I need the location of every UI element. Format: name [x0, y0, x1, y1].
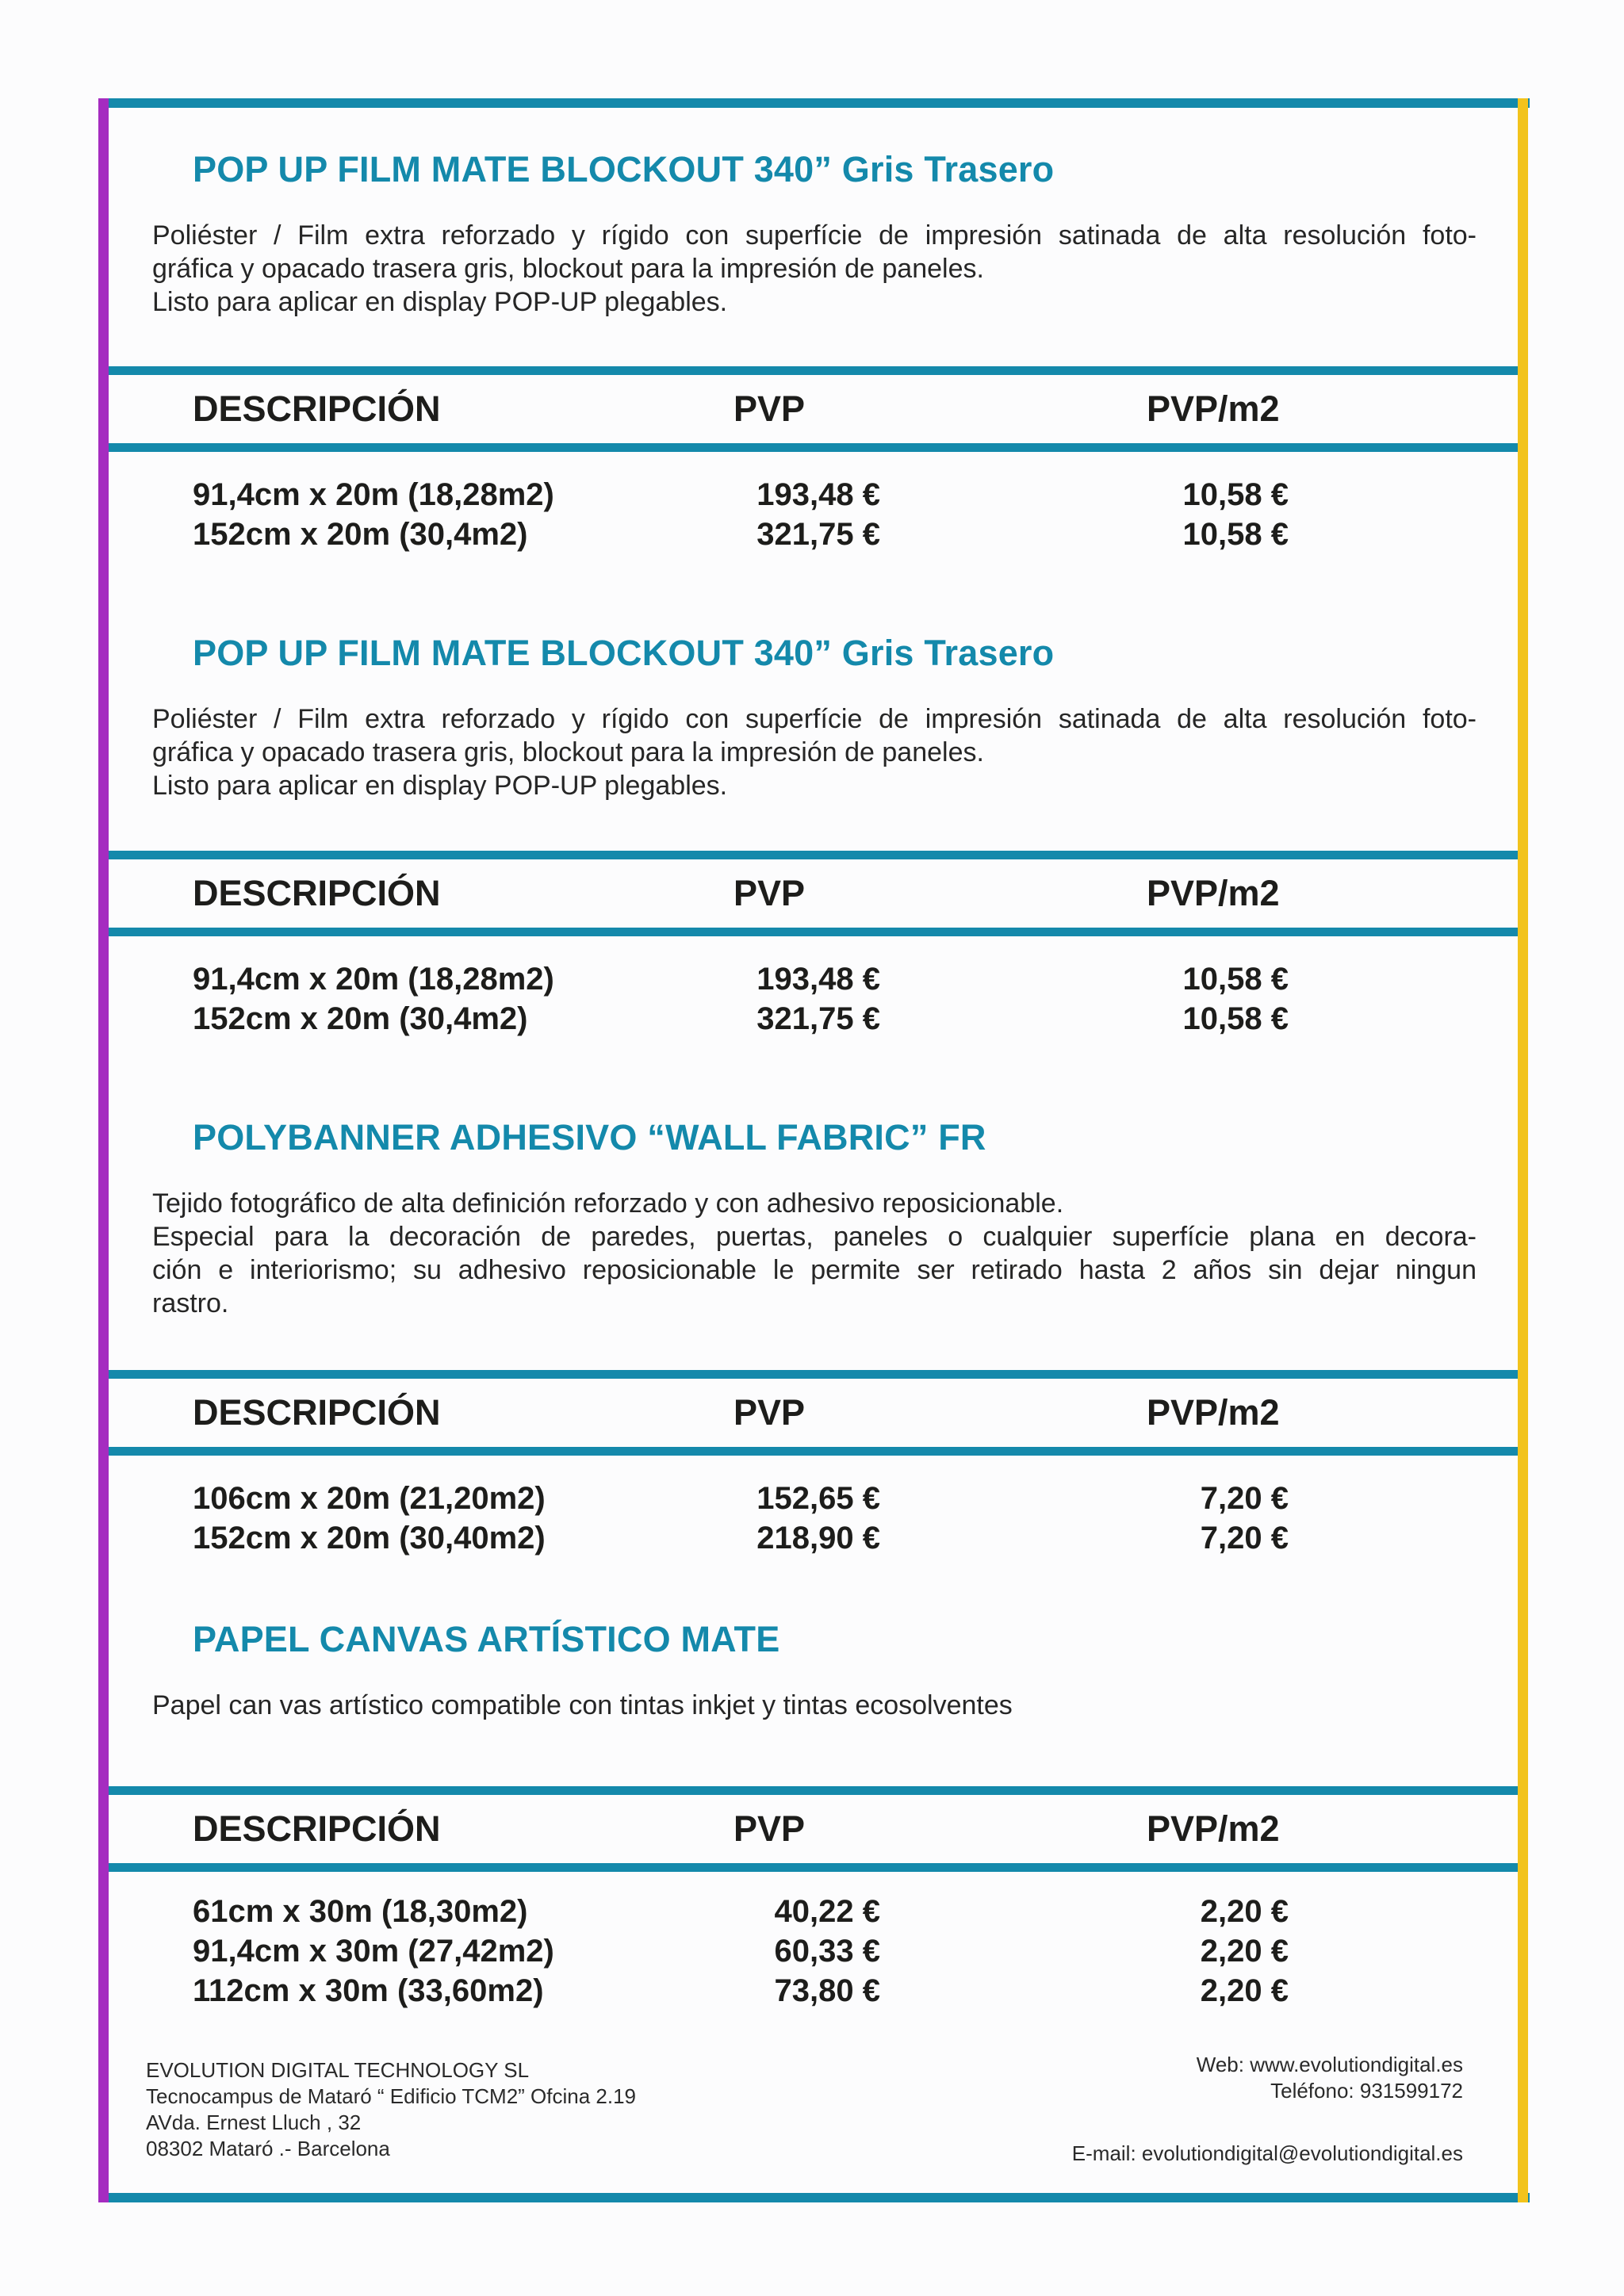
- product-description: [152, 702, 1477, 802]
- row-description: 91,4cm x 20m (18,28m2): [193, 962, 554, 997]
- header-price-per-m2: PVP/m2: [1147, 388, 1280, 429]
- table-row: [0, 1934, 1624, 1973]
- header-description: DESCRIPCIÓN: [193, 873, 441, 913]
- header-price: PVP: [733, 1392, 806, 1433]
- row-price-per-m2: 10,58 €: [1182, 517, 1289, 552]
- address-line: AVda. Ernest Lluch , 32: [146, 2110, 362, 2134]
- table-row: [0, 1894, 1624, 1934]
- product-description: [152, 1187, 1477, 1320]
- description-line: Especial para la decoración de paredes, puertas, paneles o cualquier superfície plana en decora-: [152, 1222, 1477, 1252]
- table-top-rule: [109, 1786, 1518, 1795]
- header-price-per-m2: PVP/m2: [1147, 1392, 1280, 1433]
- description-line: Poliéster / Film extra reforzado y rígido con superfície de impresión satinada de alta resolución foto-: [152, 704, 1477, 734]
- row-price-per-m2: 2,20 €: [1200, 1934, 1289, 1969]
- row-price: 73,80 €: [774, 1973, 880, 2008]
- product-description: [152, 1689, 1477, 1722]
- description-line: Poliéster / Film extra reforzado y rígido con superfície de impresión satinada de alta resolución foto-: [152, 220, 1477, 251]
- row-price-per-m2: 10,58 €: [1182, 477, 1289, 512]
- row-description: 61cm x 30m (18,30m2): [193, 1894, 528, 1929]
- product-title: POLYBANNER ADHESIVO “WALL FABRIC” FR: [193, 1117, 986, 1158]
- row-description: 152cm x 20m (30,40m2): [193, 1521, 546, 1556]
- row-price: 152,65 €: [756, 1481, 880, 1516]
- description-line: gráfica y opacado trasera gris, blockout para la impresión de paneles.: [152, 737, 984, 767]
- row-price: 193,48 €: [756, 962, 880, 997]
- row-price: 60,33 €: [774, 1934, 880, 1969]
- table-row: [0, 1001, 1624, 1041]
- description-line: Tejido fotográfico de alta definición reforzado y con adhesivo reposicionable.: [152, 1188, 1064, 1219]
- frame-bottom-border: [98, 2193, 1530, 2202]
- row-description: 91,4cm x 20m (18,28m2): [193, 477, 554, 512]
- address-line: 08302 Mataró .- Barcelona: [146, 2137, 390, 2160]
- table-row: [0, 477, 1624, 517]
- table-top-rule: [109, 851, 1518, 859]
- row-description: 91,4cm x 30m (27,42m2): [193, 1934, 554, 1969]
- description-line: gráfica y opacado trasera gris, blockout para la impresión de paneles.: [152, 254, 984, 284]
- product-description: [152, 219, 1477, 319]
- table-header-rule: [109, 1447, 1518, 1456]
- table-top-rule: [109, 1370, 1518, 1379]
- header-price: PVP: [733, 388, 806, 429]
- table-row: [0, 962, 1624, 1001]
- table-row: [0, 1521, 1624, 1560]
- table-row: [0, 517, 1624, 557]
- website-link[interactable]: Web: www.evolutiondigital.es: [1196, 2053, 1463, 2076]
- frame-right-border: [1518, 98, 1528, 2202]
- row-price-per-m2: 7,20 €: [1200, 1521, 1289, 1556]
- row-price-per-m2: 10,58 €: [1182, 1001, 1289, 1036]
- row-price: 40,22 €: [774, 1894, 880, 1929]
- header-price-per-m2: PVP/m2: [1147, 1808, 1280, 1849]
- header-description: DESCRIPCIÓN: [193, 388, 441, 429]
- table-header-rule: [109, 443, 1518, 452]
- table-rows: [0, 477, 1624, 557]
- row-price-per-m2: 10,58 €: [1182, 962, 1289, 997]
- row-price-per-m2: 7,20 €: [1200, 1481, 1289, 1516]
- table-header-rule: [109, 928, 1518, 936]
- row-price-per-m2: 2,20 €: [1200, 1894, 1289, 1929]
- email-link[interactable]: E-mail: evolutiondigital@evolutiondigital.es: [1071, 2141, 1463, 2165]
- table-rows: [0, 962, 1624, 1041]
- row-description: 106cm x 20m (21,20m2): [193, 1481, 546, 1516]
- row-price: 193,48 €: [756, 477, 880, 512]
- header-description: DESCRIPCIÓN: [193, 1808, 441, 1849]
- description-line: Papel can vas artístico compatible con tintas inkjet y tintas ecosolventes: [152, 1690, 1013, 1720]
- description-line: ción e interiorismo; su adhesivo reposicionable le permite ser retirado hasta 2 años sin dejar ningun: [152, 1255, 1477, 1285]
- header-price: PVP: [733, 873, 806, 913]
- table-rows: [0, 1481, 1624, 1560]
- description-line: Listo para aplicar en display POP-UP plegables.: [152, 287, 728, 317]
- row-description: 152cm x 20m (30,4m2): [193, 1001, 528, 1036]
- row-price: 218,90 €: [756, 1521, 880, 1556]
- row-description: 112cm x 30m (33,60m2): [193, 1973, 544, 2008]
- row-price-per-m2: 2,20 €: [1200, 1973, 1289, 2008]
- product-title: PAPEL CANVAS ARTÍSTICO MATE: [193, 1619, 780, 1659]
- frame-left-border: [98, 98, 109, 2202]
- header-description: DESCRIPCIÓN: [193, 1392, 441, 1433]
- header-price-per-m2: PVP/m2: [1147, 873, 1280, 913]
- description-line: rastro.: [152, 1288, 229, 1318]
- table-header-rule: [109, 1863, 1518, 1872]
- table-top-rule: [109, 366, 1518, 375]
- row-price: 321,75 €: [756, 1001, 880, 1036]
- frame-top-border: [98, 98, 1530, 108]
- row-description: 152cm x 20m (30,4m2): [193, 517, 528, 552]
- header-price: PVP: [733, 1808, 806, 1849]
- product-title: POP UP FILM MATE BLOCKOUT 340” Gris Trasero: [193, 633, 1055, 673]
- table-row: [0, 1481, 1624, 1521]
- phone-number: Teléfono: 931599172: [1270, 2079, 1463, 2103]
- footer-contact-info: [1072, 2052, 1463, 2167]
- product-title: POP UP FILM MATE BLOCKOUT 340” Gris Trasero: [193, 149, 1055, 189]
- table-rows: [0, 1894, 1624, 2013]
- company-name: EVOLUTION DIGITAL TECHNOLOGY SL: [146, 2058, 530, 2082]
- table-row: [0, 1973, 1624, 2013]
- footer-company-info: [146, 2057, 636, 2162]
- row-price: 321,75 €: [756, 517, 880, 552]
- address-line: Tecnocampus de Mataró “ Edificio TCM2” Ofcina 2.19: [146, 2084, 637, 2108]
- description-line: Listo para aplicar en display POP-UP plegables.: [152, 771, 728, 801]
